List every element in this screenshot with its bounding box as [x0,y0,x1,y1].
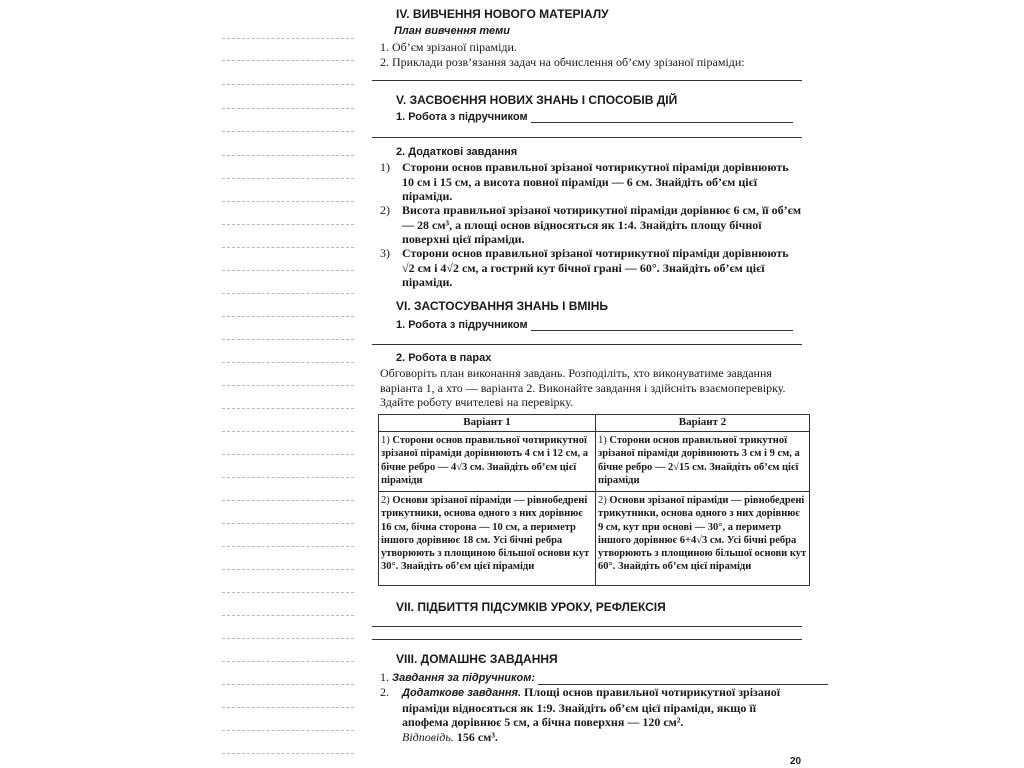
textbook-task-1: 1. Робота з підручником [396,111,793,123]
pair-work-intro: Обговоріть план виконання завдань. Розподіліть, хто виконуватиме завдання варіанта 1, а хто — варіанта 2. Виконайте завдання і здійсніть взаємоперевірку. Здайте роботу вчителеві на перевірку. [380,366,786,409]
answer-line [372,137,802,138]
extra-tasks-label: 2. Додаткові завдання [396,146,518,158]
variant-2-header: Варіант 2 [596,415,810,432]
page-number: 20 [790,756,802,767]
homework-item-1: 1. Завдання за підручником: [380,670,828,685]
variant-2-task-2: 2) Основи зрізаної піраміди — рівнобедрені трикутники, основа одного з них дорівнює 9 см, кут при основі — 30°, а периметр іншого дорівнює 6+4√3 см. Усі бічні ребра утворюють з площиною більшої основи кут 60°. Знайдіть об’єм цієї піраміди [596,492,810,586]
variant-1-task-2: 2) Основи зрізаної піраміди — рівнобедрені трикутники, основа одного з них дорівнює 16 см, бічна сторона — 10 см, а периметр іншого дорівнює 18 см. Усі бічні ребра утворюють з площиною більшої основи кут 30°. Знайдіть об’єм цієї піраміди [379,492,596,586]
section-7-heading: VII. ПІДБИТТЯ ПІДСУМКІВ УРОКУ, РЕФЛЕКСІЯ [396,600,666,614]
answer-line [372,626,802,627]
answer-line [372,344,802,345]
variant-1-task-1: 1) Сторони основ правильної чотирикутної зрізаної піраміди дорівнюють 4 см і 12 см, а бічне ребро — 4√3 см. Знайдіть об’єм цієї піраміди [379,432,596,492]
extra-task-3: 3) Сторони основ правильної зрізаної чотирикутної піраміди дорівнюють √2 см і 4√2 см, а гострий кут бічної грані — 60°. Знайдіть об’єм цієї піраміди. [380,246,789,289]
homework-item-2: 2. Додаткове завдання. Площі основ правильної чотирикутної зрізаної піраміди відносяться як 1:9. Знайдіть об’єм цієї піраміди, якщо її апофема дорівнює 5 см, а бічна поверхня — 120 см². Відповідь. 156 см³. [380,685,781,744]
textbook-task-2: 1. Робота з підручником [396,319,793,331]
section-5-heading: V. ЗАСВОЄННЯ НОВИХ ЗНАНЬ І СПОСОБІВ ДІЙ [396,93,678,107]
variant-1-header: Варіант 1 [379,415,596,432]
extra-task-1: 1) Сторони основ правильної зрізаної чотирикутної піраміди дорівнюють 10 см і 15 см, а висота повної піраміди — 6 см. Знайдіть об’єм цієї піраміди. [380,160,789,203]
answer-line [372,639,802,640]
variant-2-task-1: 1) Сторони основ правильної трикутної зрізаної піраміди дорівнюють 3 см і 9 см, а бічне ребро — 2√15 см. Знайдіть об’єм цієї піраміди [596,432,810,492]
section-4-heading: IV. ВИВЧЕННЯ НОВОГО МАТЕРІАЛУ [396,7,609,21]
plan-item-2: 2. Приклади розв’язання задач на обчислення об’єму зрізаної піраміди: [380,55,745,69]
plan-item-1: 1. Об’єм зрізаної піраміди. [380,40,517,54]
section-8-heading: VIII. ДОМАШНЄ ЗАВДАННЯ [396,652,558,666]
pair-work-label: 2. Робота в парах [396,352,492,364]
margin-note-lines [222,0,362,768]
section-6-heading: VI. ЗАСТОСУВАННЯ ЗНАНЬ І ВМІНЬ [396,299,609,313]
answer-line [372,80,802,81]
variants-table [378,414,810,586]
extra-task-2: 2) Висота правильної зрізаної чотирикутної піраміди дорівнює 6 см, її об’єм — 28 см³, а площі основ відносяться як 1:4. Знайдіть площу бічної поверхні цієї піраміди. [380,203,801,246]
plan-label: План вивчення теми [394,25,510,37]
